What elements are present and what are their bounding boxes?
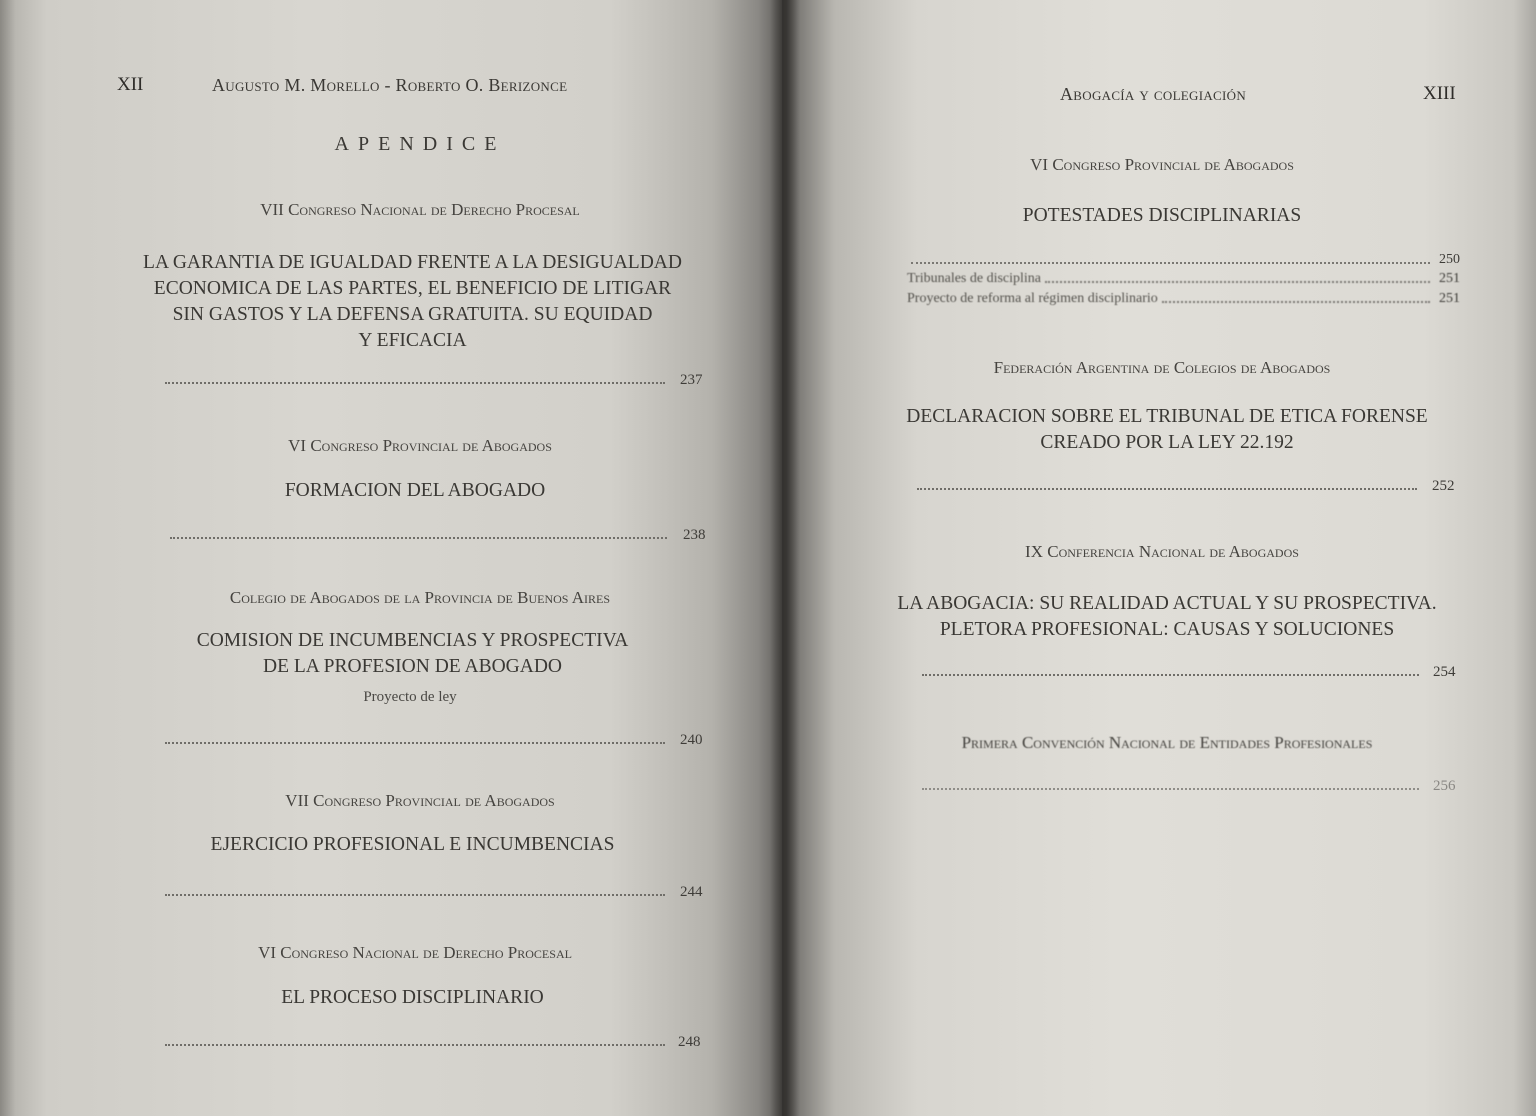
subentry-label: Tribunales de disciplina <box>907 271 1042 286</box>
entry-event: VII Congreso Provincial de Abogados <box>285 791 555 810</box>
entry-title <box>100 985 725 1011</box>
leader-dots <box>1045 281 1430 283</box>
page-number: 252 <box>1432 478 1455 494</box>
left-running-head: Augusto M. Morello - Roberto O. Berizonce <box>212 75 568 95</box>
right-page <box>782 0 1536 1116</box>
entry-event: Federación Argentina de Colegios de Abogados <box>993 358 1331 377</box>
entry-title-line: LA ABOGACIA: SU REALIDAD ACTUAL Y SU PROSPECTIVA. <box>897 593 1437 614</box>
entry-title <box>100 250 725 354</box>
appendix-heading: APENDICE <box>334 133 506 155</box>
entry-event: Primera Convención Nacional de Entidades Profesionales <box>961 733 1373 752</box>
entry-event: IX Conferencia Nacional de Abogados <box>1025 542 1299 561</box>
page-number: 256 <box>1433 778 1456 794</box>
page-number: 244 <box>680 884 703 900</box>
entry-title-line: LA GARANTIA DE IGUALDAD FRENTE A LA DESIGUALDAD <box>143 252 682 273</box>
page-number: 248 <box>678 1034 701 1050</box>
leader-dots <box>922 658 1419 676</box>
entry-title-line: PLETORA PROFESIONAL: CAUSAS Y SOLUCIONES <box>939 619 1395 640</box>
entry-subtitle: Proyecto de ley <box>363 689 457 705</box>
leader-dots <box>911 262 1430 264</box>
leader-dots <box>165 1028 665 1046</box>
page-number: 238 <box>683 527 706 543</box>
entry-title <box>872 591 1462 643</box>
entry-event: VII Congreso Nacional de Derecho Procesal <box>260 200 580 219</box>
leader-dots <box>165 878 665 896</box>
page-number: 254 <box>1433 664 1456 680</box>
subentry-label: Proyecto de reforma al régimen disciplinario <box>907 291 1158 306</box>
page-number: 251 <box>1439 271 1460 286</box>
left-folio: XII <box>117 74 144 95</box>
toc-line <box>907 252 1460 268</box>
leader-dots <box>165 366 665 384</box>
entry-title <box>110 478 720 504</box>
book-gutter <box>770 0 800 1116</box>
toc-subentry <box>907 271 1460 287</box>
entry-title <box>100 628 725 680</box>
entry-title-line: FORMACION DEL ABOGADO <box>284 480 546 501</box>
entry-title-line: DE LA PROFESION DE ABOGADO <box>262 656 563 677</box>
page-number: 240 <box>680 732 703 748</box>
entry-title-line: EJERCICIO PROFESIONAL E INCUMBENCIAS <box>210 834 615 855</box>
entry-event: Colegio de Abogados de la Provincia de Buenos Aires <box>229 588 611 607</box>
entry-title-line: CREADO POR LA LEY 22.192 <box>1040 432 1294 453</box>
entry-title-line: EL PROCESO DISCIPLINARIO <box>281 987 544 1008</box>
entry-title-line: POTESTADES DISCIPLINARIAS <box>1022 205 1302 226</box>
leader-dots <box>165 726 665 744</box>
leader-dots <box>922 772 1419 790</box>
page-number: 250 <box>1439 252 1460 267</box>
entry-title <box>902 203 1422 229</box>
entry-event: VI Congreso Provincial de Abogados <box>1030 155 1294 174</box>
entry-title-line: SIN GASTOS Y LA DEFENSA GRATUITA. SU EQUIDAD <box>172 304 653 325</box>
entry-title-line: Y EFICACIA <box>358 330 467 351</box>
entry-title-line: DECLARACION SOBRE EL TRIBUNAL DE ETICA FORENSE <box>906 406 1428 427</box>
page-number: 237 <box>680 372 703 388</box>
entry-title <box>100 832 725 858</box>
leader-dots <box>1162 301 1430 303</box>
entry-event: VI Congreso Nacional de Derecho Procesal <box>258 943 572 962</box>
entry-title-line: ECONOMICA DE LAS PARTES, EL BENEFICIO DE LITIGAR <box>153 278 672 299</box>
entry-title <box>872 404 1462 456</box>
leader-dots <box>170 521 667 539</box>
leader-dots <box>917 472 1417 490</box>
right-running-head: Abogacía y colegiación <box>1060 84 1247 104</box>
entry-event: VI Congreso Provincial de Abogados <box>288 436 552 455</box>
entry-title-line: COMISION DE INCUMBENCIAS Y PROSPECTIVA <box>196 630 629 651</box>
page-number: 251 <box>1439 291 1460 306</box>
toc-subentry <box>907 291 1460 307</box>
right-folio: XIII <box>1423 83 1456 104</box>
